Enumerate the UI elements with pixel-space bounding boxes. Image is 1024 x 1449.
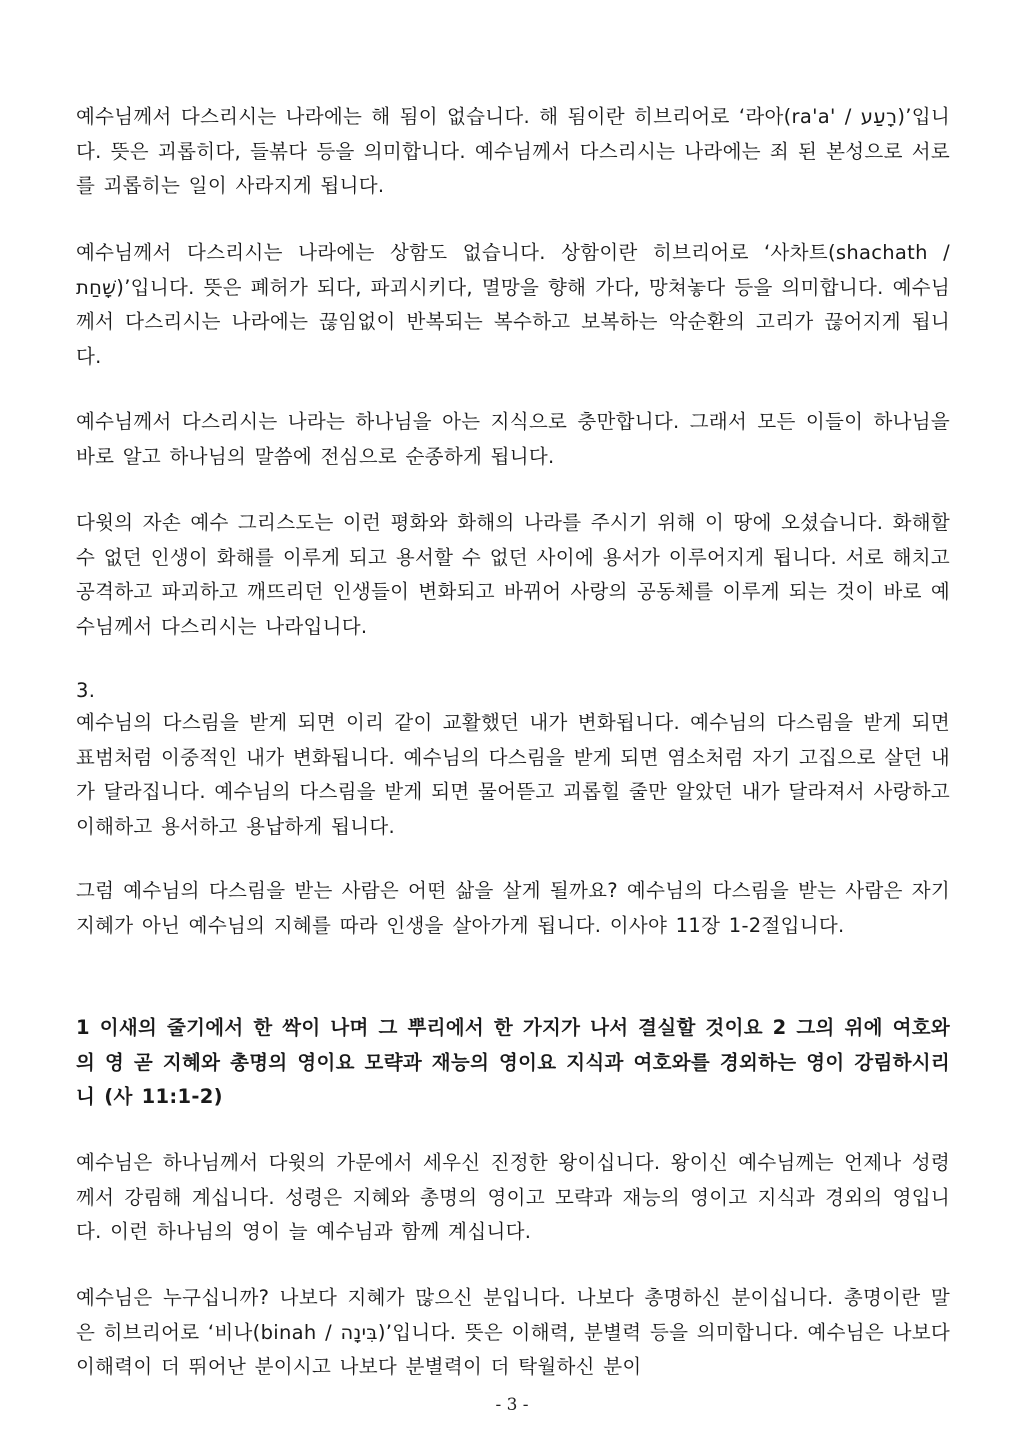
paragraph-1: 예수님께서 다스리시는 나라에는 해 됨이 없습니다. 해 됨이란 히브리어로 ‘라아(ra'a' / רָעַע)’입니다. 뜻은 괴롭히다, 들볶다 등을 의미합니다. 예수님께서 다스리시는 나라에는 죄 된 본성으로 서로를 괴롭히는 일이 사라지게 됩니다.	[76, 105, 950, 197]
paragraph-8: 예수님은 누구십니까? 나보다 지혜가 많으신 분입니다. 나보다 총명하신 분이십니다. 총명이란 말은 히브리어로 ‘비나(binah / בִּינָה)’입니다. 뜻은 이해력, 분별력 등을 의미합니다. 예수님은 나보다 이해력이 더 뛰어난 분이시고 나보다 분별력이 더 탁월하신 분이	[76, 1286, 950, 1378]
paragraph-6: 그럼 예수님의 다스림을 받는 사람은 어떤 삶을 살게 될까요? 예수님의 다스림을 받는 사람은 자기 지혜가 아닌 예수님의 지혜를 따라 인생을 살아가게 됩니다. 이사야 11장 1-2절입니다.	[76, 879, 950, 937]
page-number: - 3 -	[495, 1395, 529, 1415]
paragraph-3: 예수님께서 다스리시는 나라는 하나님을 아는 지식으로 충만합니다. 그래서 모든 이들이 하나님을 바로 알고 하나님의 말씀에 전심으로 순종하게 됩니다.	[76, 410, 950, 468]
paragraph-5: 예수님의 다스림을 받게 되면 이리 같이 교활했던 내가 변화됩니다. 예수님의 다스림을 받게 되면 표범처럼 이중적인 내가 변화됩니다. 예수님의 다스림을 받게 되면 염소처럼 자기 고집으로 살던 내가 달라집니다. 예수님의 다스림을 받게 되면 물어뜯고 괴롭힐 줄만 알았던 내가 달라져서 사랑하고 이해하고 용서하고 용납하게 됩니다.	[76, 711, 950, 838]
paragraph-7: 예수님은 하나님께서 다윗의 가문에서 세우신 진정한 왕이십니다. 왕이신 예수님께는 언제나 성령께서 강림해 계십니다. 성령은 지혜와 총명의 영이고 모략과 재능의 영이고 지식과 경외의 영입니다. 이런 하나님의 영이 늘 예수님과 함께 계십니다.	[76, 1151, 950, 1243]
paragraph-4: 다윗의 자손 예수 그리스도는 이런 평화와 화해의 나라를 주시기 위해 이 땅에 오셨습니다. 화해할 수 없던 인생이 화해를 이루게 되고 용서할 수 없던 사이에 용서가 이루어지게 됩니다. 서로 해치고 공격하고 파괴하고 깨뜨리던 인생들이 변화되고 바뀌어 사랑의 공동체를 이루게 되는 것이 바로 예수님께서 다스리시는 나라입니다.	[76, 511, 950, 638]
paragraph-2: 예수님께서 다스리시는 나라에는 상함도 없습니다. 상함이란 히브리어로 ‘사차트(shachath / שָׁחַת)’입니다. 뜻은 폐허가 되다, 파괴시키다, 멸망을 향해 가다, 망쳐놓다 등을 의미합니다. 예수님께서 다스리시는 나라에는 끊임없이 반복되는 복수하고 보복하는 악순환의 고리가 끊어지게 됩니다.	[76, 241, 950, 368]
section-number: 3.	[76, 679, 96, 702]
scripture-quote: 1 이새의 줄기에서 한 싹이 나며 그 뿌리에서 한 가지가 나서 결실할 것이요 2 그의 위에 여호와의 영 곧 지혜와 총명의 영이요 모략과 재능의 영이요 지식과 여호와를 경외하는 영이 강림하시리니 (사 11:1-2)	[76, 1016, 950, 1108]
